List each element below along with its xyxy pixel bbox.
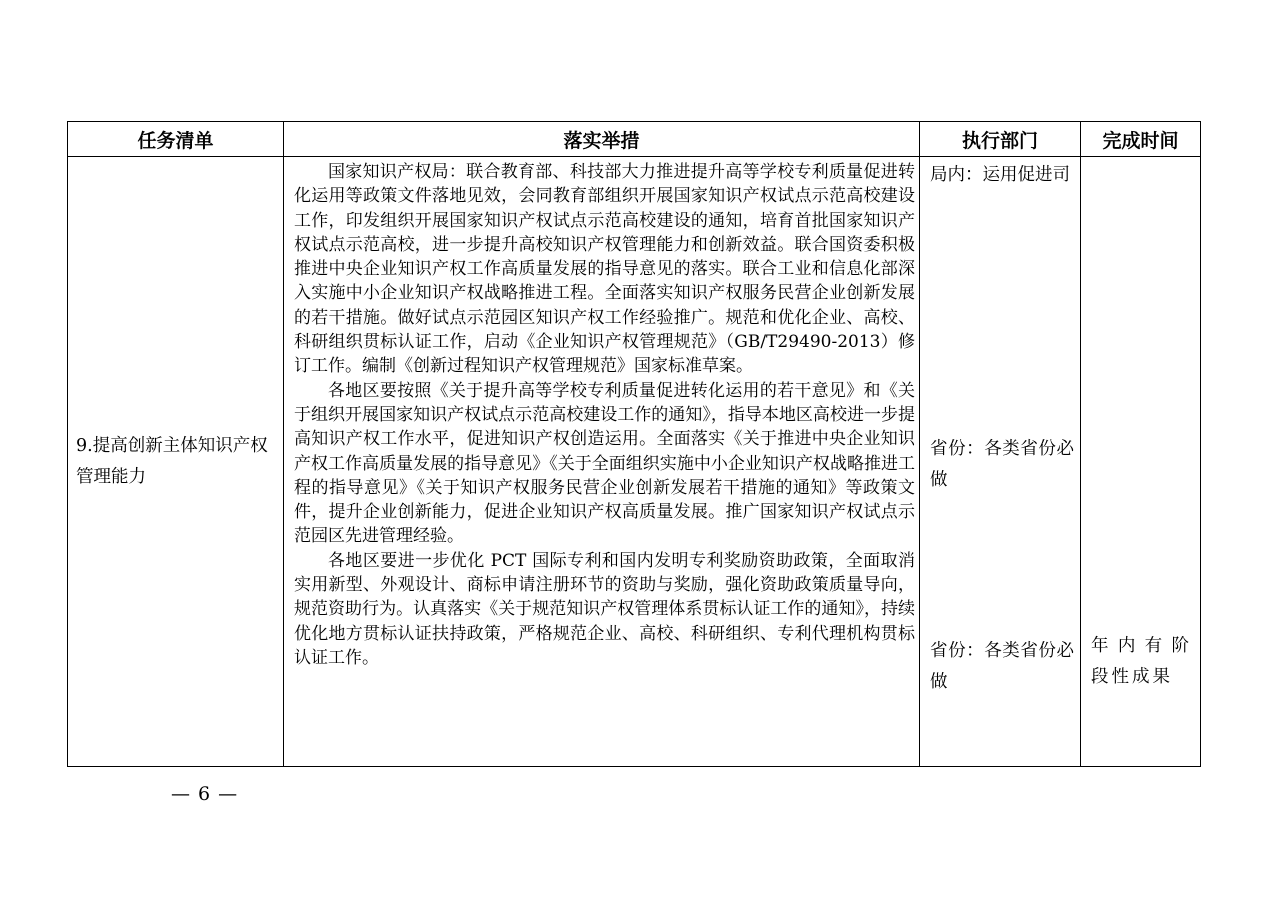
task-cell xyxy=(68,157,284,767)
table-header-row xyxy=(68,122,1201,157)
header-measures: 落实举措 xyxy=(284,122,920,157)
deadline-text: 年内有阶段性成果 xyxy=(1091,636,1192,687)
department-cell xyxy=(920,157,1081,767)
page-number: — 6 — xyxy=(171,783,239,805)
department-entry: 省份：各类省份必做 xyxy=(930,439,1074,490)
department-entry: 省份：各类省份必做 xyxy=(930,641,1074,692)
measure-paragraph-national: 国家知识产权局：联合教育部、科技部大力推进提升高等学校专利质量促进转化运用等政策文件落地见效，会同教育部组织开展国家知识产权试点示范高校建设工作，印发组织开展国家知识产权试点示范高校建设的通知，培育首批国家知识产权试点示范高校，进一步提升高校知识产权管理能力和创新效益。联合国资委积极推进中央企业知识产权工作高质量发展的指导意见的落实。联合工业和信息化部深入实施中小企业知识产权战略推进工程。全面落实知识产权服务民营企业创新发展的若干措施。做好试点示范园区知识产权工作经验推广。规范和优化企业、高校、科研组织贯标认证工作，启动《企业知识产权管理规范》（GB/T29490-2013）修订工作。编制《创新过程知识产权管理规范》国家标准草案。 xyxy=(294,162,915,377)
department-entry: 局内：运用促进司 xyxy=(930,165,1070,185)
measures-cell xyxy=(284,157,920,767)
table-row xyxy=(68,157,1201,767)
task-text: 9.提高创新主体知识产权管理能力 xyxy=(76,435,268,487)
deadline-cell xyxy=(1081,157,1201,767)
header-task-list: 任务清单 xyxy=(68,122,284,157)
measure-paragraph-regional: 各地区要按照《关于提升高等学校专利质量促进转化运用的若干意见》和《关于组织开展国家知识产权试点示范高校建设工作的通知》，指导本地区高校进一步提高知识产权工作水平，促进知识产权创造运用。全面落实《关于推进中央企业知识产权工作高质量发展的指导意见》《关于全面组织实施中小企业知识产权战略推进工程的指导意见》《关于知识产权服务民营企业创新发展若干措施的通知》等政策文件，提升企业创新能力，促进企业知识产权高质量发展。推广国家知识产权试点示范园区先进管理经验。 xyxy=(294,380,915,547)
task-table xyxy=(67,121,1201,767)
header-deadline: 完成时间 xyxy=(1081,122,1201,157)
header-department: 执行部门 xyxy=(920,122,1081,157)
measure-paragraph-subsidy: 各地区要进一步优化 PCT 国际专利和国内发明专利奖励资助政策，全面取消实用新型、外观设计、商标申请注册环节的资助与奖励，强化资助政策质量导向，规范资助行为。认真落实《关于规范知识产权管理体系贯标认证工作的通知》，持续优化地方贯标认证扶持政策，严格规范企业、高校、科研组织、专利代理机构贯标认证工作。 xyxy=(294,550,915,668)
